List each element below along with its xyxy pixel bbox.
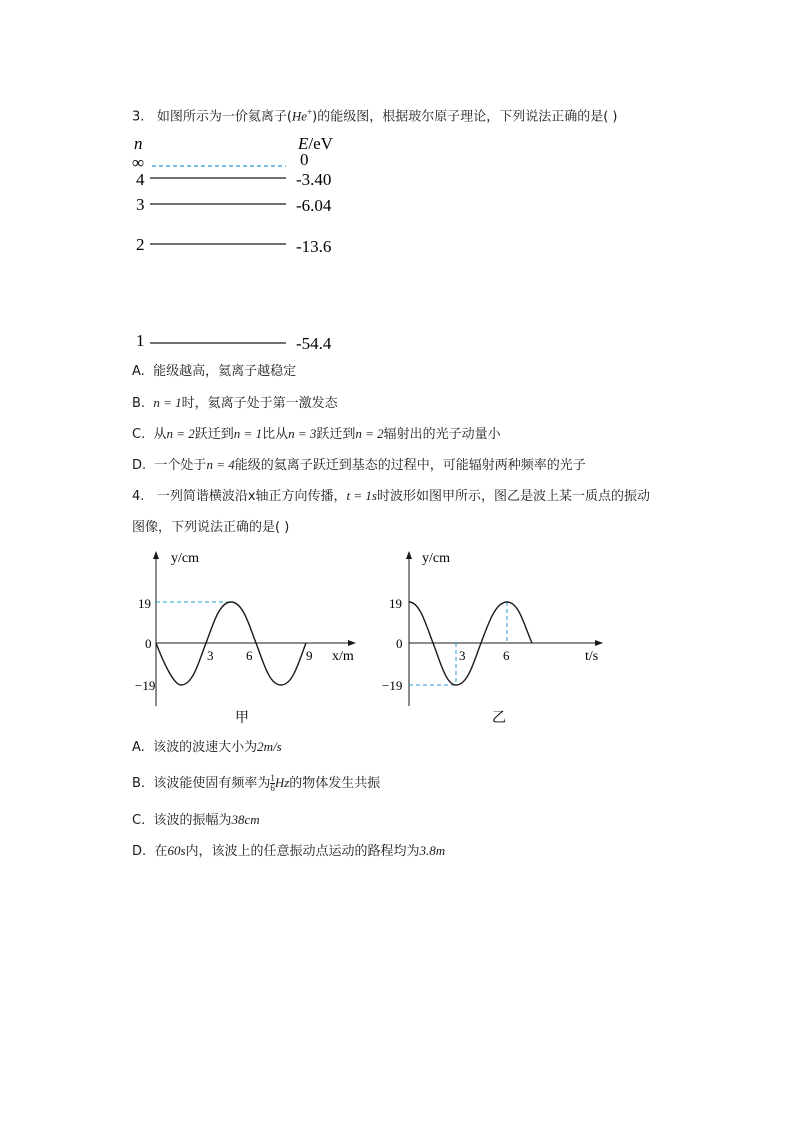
fraction-denominator: 6 [270,783,275,793]
option-math: n = 4 [206,457,235,472]
option-math: n = 1 [233,426,263,441]
level-e-1: -54.4 [296,334,332,353]
level-e-4: -3.40 [296,170,332,189]
q4-option-b[interactable] [132,774,380,793]
y-tick-neg19: −19 [135,678,156,693]
y-tick-0: 0 [396,636,403,651]
level-e-inf: 0 [300,150,309,169]
y-tick-19: 19 [389,596,402,611]
x-axis-label: t/s [585,649,599,664]
q4-stem-pre: 一列简谐横波沿x轴正方向传播， [156,489,347,504]
y-tick-neg19: −19 [382,678,403,693]
q4-option-c[interactable] [132,812,260,829]
option-letter: B. [132,776,146,791]
option-math: n = 2 [355,426,384,441]
level-n-2: 2 [136,235,145,254]
q3-stem-pre: 如图所示为一价氦离子( [156,109,292,125]
q3-ion-base: He [291,108,308,124]
x-tick-3: 3 [459,648,466,663]
y-axis-label: y/cm [171,551,199,566]
option-letter: D. [132,458,147,473]
option-text: 跃迁到 [316,427,356,442]
graph-yi [380,546,620,726]
q4-stem-math: t = 1s [346,488,377,503]
n-axis-label: n [134,134,143,153]
option-letter: C. [132,813,146,828]
x-tick-9: 9 [306,648,313,663]
q4-stem-post: 时波形如图甲所示，图乙是波上某一质点的振动 [376,489,650,504]
option-text: 辐射出的光子动量小 [383,427,501,442]
energy-level-diagram [128,130,368,355]
q4-number: 4. [132,489,145,504]
option-text: 跃迁到 [194,427,234,442]
option-letter: D. [132,844,147,859]
level-e-3: -6.04 [296,196,332,215]
option-math: Hz [274,775,290,790]
fraction-numerator: 1 [270,773,275,783]
option-math: 3.8m [419,843,446,858]
q3-option-a[interactable] [132,364,296,380]
y-tick-0: 0 [145,636,152,651]
option-text: 的物体发生共振 [289,776,381,791]
option-letter: A. [132,740,145,755]
option-math: n = 1 [153,395,182,410]
option-text: 该波的波速大小为 [153,740,258,755]
q3-option-c[interactable] [132,426,501,443]
q4-option-d[interactable] [132,843,445,860]
option-math: n = 3 [288,426,317,441]
x-tick-6: 6 [503,648,510,663]
option-text: 能级越高，氦离子越稳定 [153,364,297,379]
q3-stem-post: )的能级图，根据玻尔原子理论，下列说法正确的是( ) [312,109,618,125]
q4-stem [132,488,650,505]
graph-jia [135,546,375,726]
q3-option-d[interactable] [132,457,586,474]
q3-number: 3. [132,109,145,125]
level-n-3: 3 [136,195,145,214]
level-e-2: -13.6 [296,237,332,256]
x-tick-3: 3 [207,648,214,663]
option-math: n = 2 [166,426,195,441]
q3-stem [132,104,618,125]
q4-option-a[interactable] [132,739,282,756]
option-text: 比从 [262,427,289,442]
option-letter: C. [132,427,146,442]
y-tick-19: 19 [138,596,151,611]
q4-stem-line2 [132,520,289,536]
graph-caption: 乙 [492,711,506,726]
option-letter: B. [132,396,146,411]
q4-stem-line2-text: 图像，下列说法正确的是( ) [132,520,290,535]
option-text: 从 [153,427,167,442]
option-text: 该波能使固有频率为 [153,776,271,791]
q3-option-b[interactable] [132,395,338,412]
level-n-inf: ∞ [132,153,145,172]
option-text: 能级的氦离子跃迁到基态的过程中，可能辐射两种频率的光子 [234,458,586,473]
y-axis-label: y/cm [422,551,450,566]
option-text: 时，氦离子处于第一激发态 [181,396,338,411]
level-n-4: 4 [136,170,145,189]
option-math: 60s [167,843,186,858]
energy-axis-label: E/eV [298,134,333,153]
graph-caption: 甲 [235,711,249,726]
option-text: 一个处于 [154,458,207,473]
option-text: 在 [154,844,168,859]
q3-ion-sup: + [307,107,313,117]
option-letter: A. [132,364,145,379]
x-axis-label: x/m [332,649,354,664]
level-n-1: 1 [136,331,145,350]
option-text: 内，该波上的任意振动点运动的路程均为 [185,844,420,859]
x-tick-6: 6 [246,648,253,663]
option-math: 2m/s [257,739,282,754]
option-text: 该波的振幅为 [153,813,232,828]
option-math: 38cm [231,812,260,827]
